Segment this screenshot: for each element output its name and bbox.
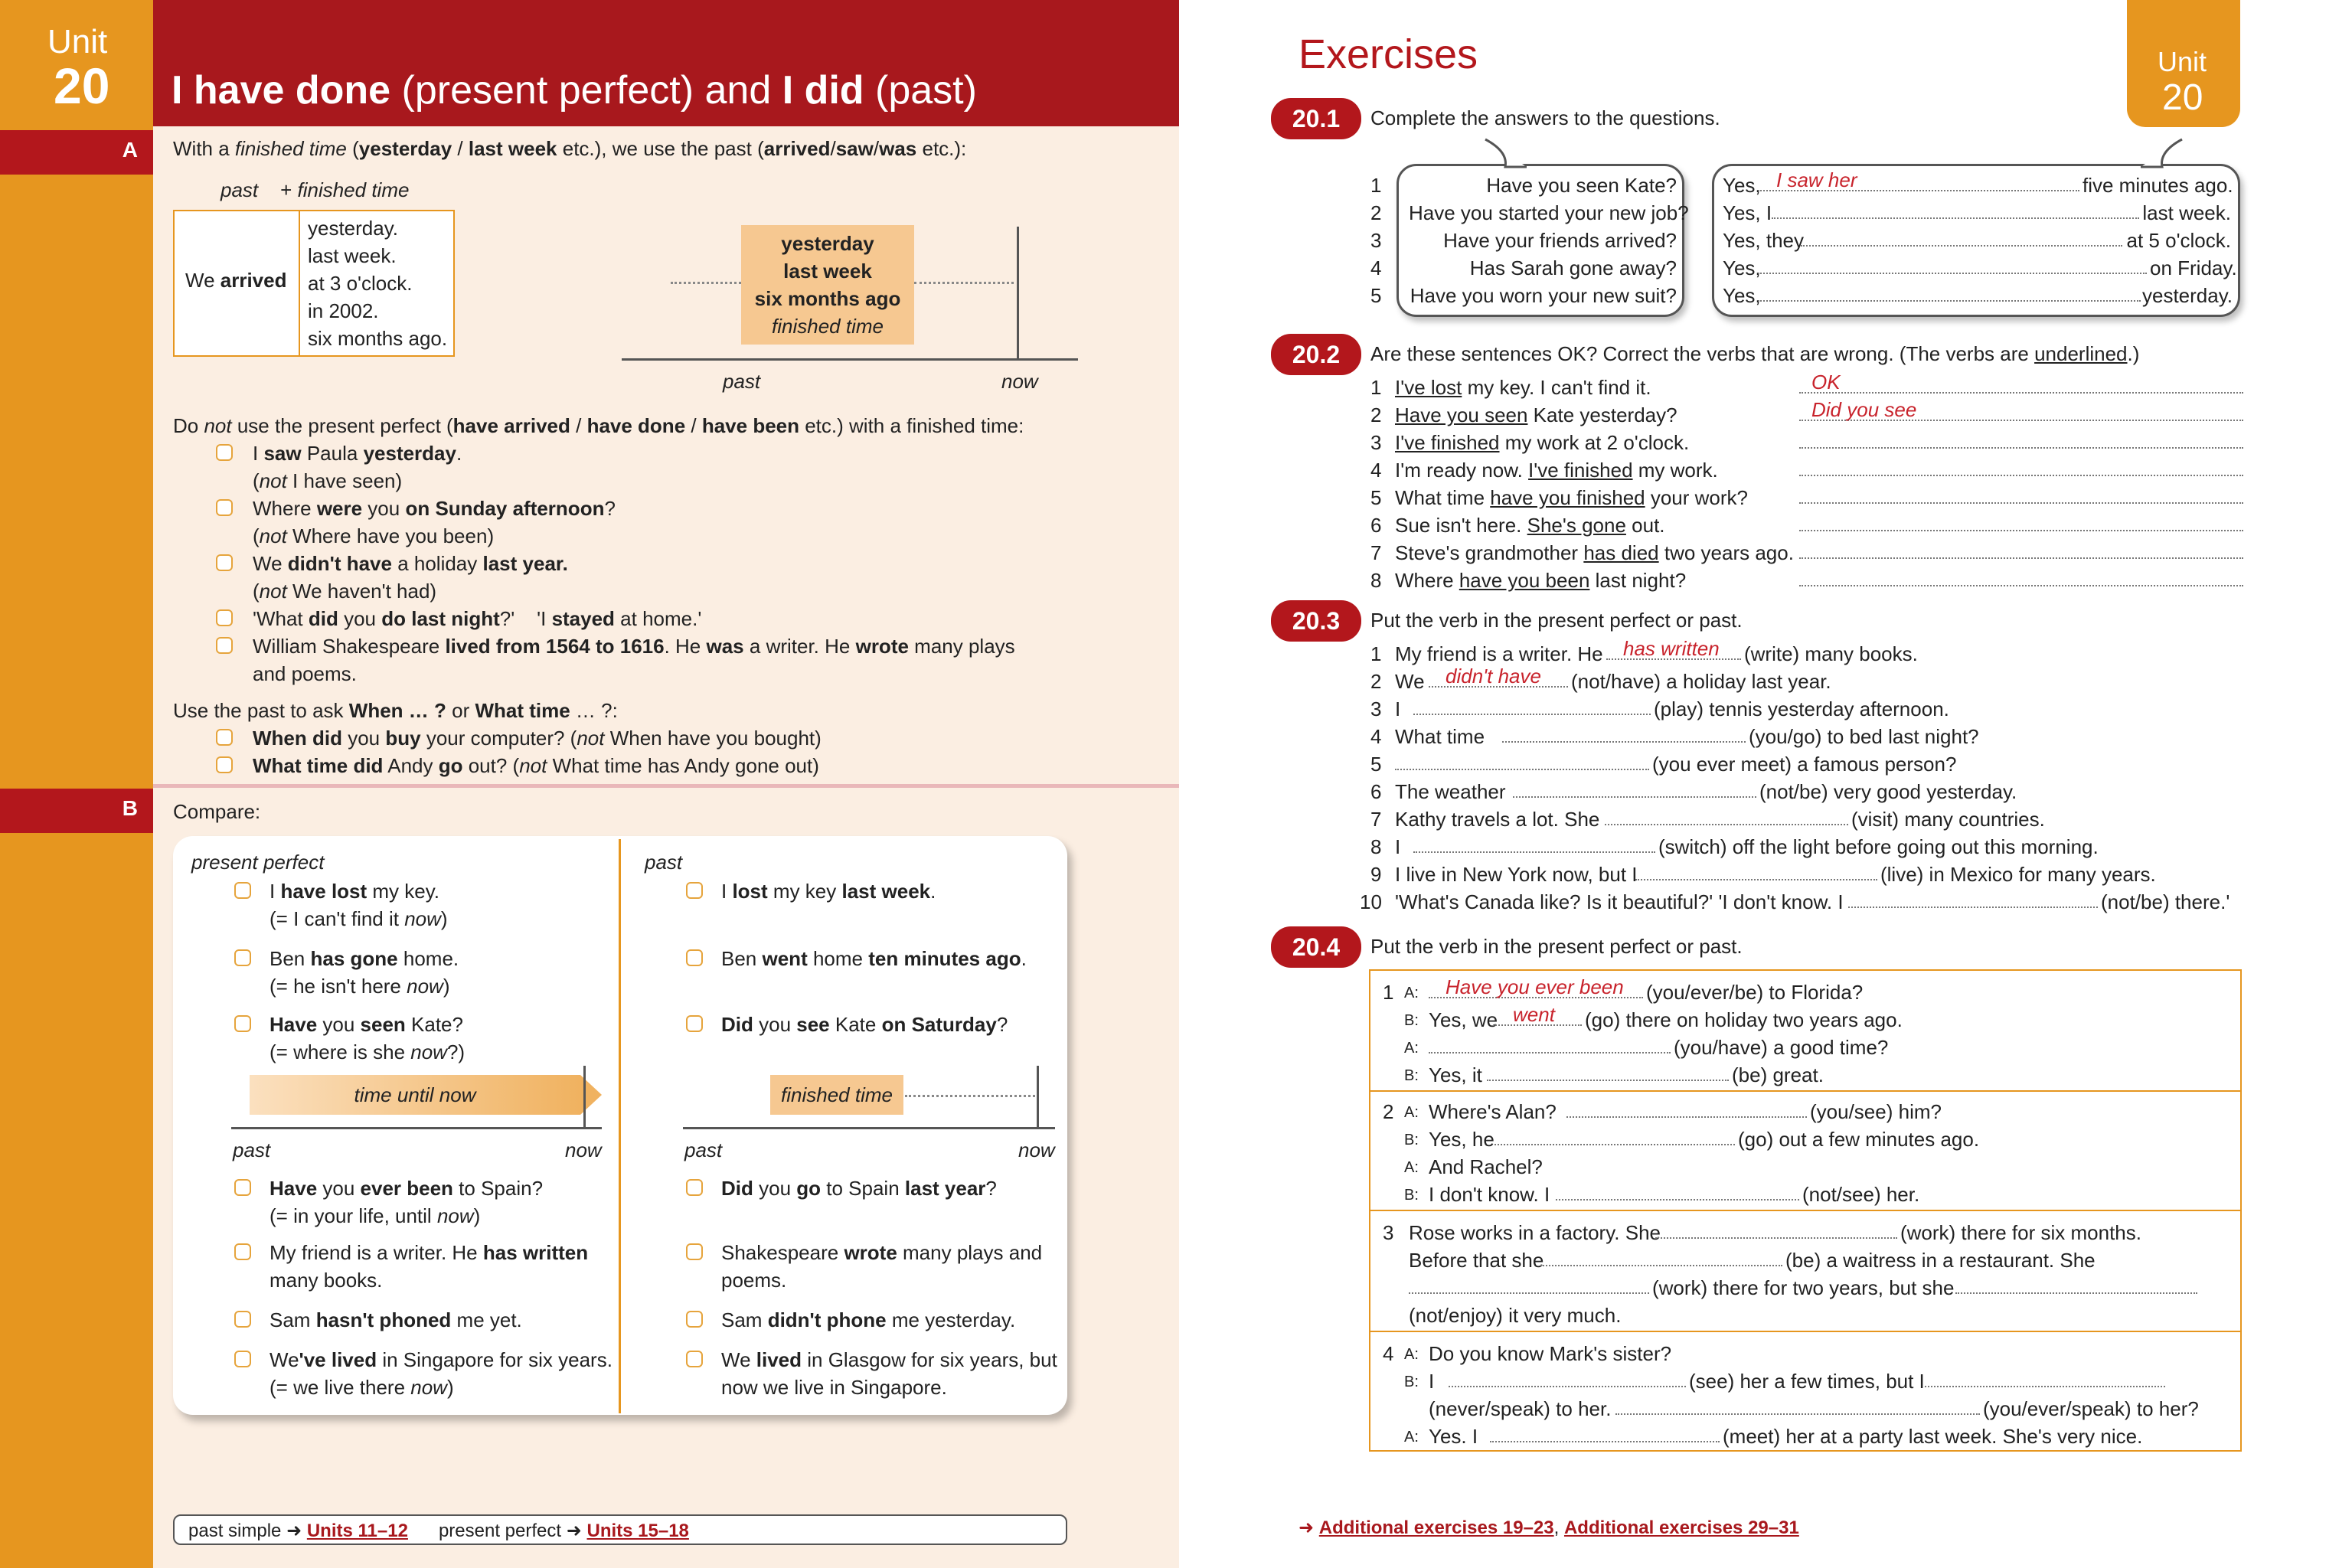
- d1-a1: (you/ever/be) to Florida?: [1646, 981, 1864, 1004]
- answer-start: Yes,: [1723, 284, 1761, 307]
- bullet: [234, 1243, 251, 1260]
- item-number: 5: [1370, 284, 1382, 307]
- row-divider: [1370, 1090, 2240, 1092]
- page-title: I have done (present perfect) and I did (past): [172, 68, 977, 113]
- example-6: When did you buy your computer? (not When have you bought): [253, 727, 822, 750]
- speaker-a: A:: [1404, 1346, 1419, 1363]
- pp-example-5-cont: many books.: [270, 1269, 383, 1292]
- pp-example-1-note: (= I can't find it now): [270, 907, 448, 930]
- time-4: in 2002.: [308, 299, 379, 322]
- timeline-past: past: [723, 370, 761, 393]
- item-number: 1: [1383, 981, 1394, 1004]
- item-number: 8: [1370, 569, 1382, 592]
- d4-a2-start: Yes. I: [1429, 1425, 1478, 1448]
- pp-example-4-note: (= in your life, until now): [270, 1204, 481, 1227]
- speaker-a: A:: [1404, 1040, 1419, 1057]
- answer-line[interactable]: [1449, 1386, 1686, 1387]
- row-divider: [1370, 1331, 2240, 1332]
- item-number: 3: [1370, 229, 1382, 252]
- answer-ok: OK: [1811, 371, 1841, 394]
- bullet: [234, 1179, 251, 1196]
- left-tl-now: now: [565, 1138, 602, 1161]
- example-4: 'What did you do last night?' 'I stayed at home.': [253, 607, 702, 630]
- d4-b2-start: (never/speak) to her.: [1429, 1397, 1612, 1420]
- e3-row6-end: (not/be) very good yesterday.: [1759, 780, 2017, 803]
- d4-a2-end: (meet) her at a party last week. She's very nice.: [1723, 1425, 2143, 1448]
- right-tl-now: now: [1018, 1138, 1055, 1161]
- present-perfect-head: present perfect: [191, 851, 325, 874]
- d1-b1-end: (go) there on holiday two years ago.: [1585, 1008, 1903, 1031]
- past-example-3: Did you see Kate on Saturday?: [721, 1013, 1008, 1036]
- d2-b1-end: (go) out a few minutes ago.: [1738, 1128, 1980, 1151]
- d1-b2-end: (be) great.: [1732, 1063, 1824, 1086]
- d3-l2-end: (be) a waitress in a restaurant. She: [1785, 1249, 2096, 1272]
- link-additional-29-31[interactable]: Additional exercises 29–31: [1563, 1517, 1799, 1538]
- example-5-cont: and poems.: [253, 662, 357, 685]
- answer-line[interactable]: [1615, 1413, 1980, 1415]
- example-7: What time did Andy go out? (not What time has Andy gone out): [253, 754, 819, 777]
- speaker-a: A:: [1404, 985, 1419, 1001]
- item-number: 5: [1370, 753, 1382, 776]
- d2-a2: And Rachel?: [1429, 1155, 1543, 1178]
- question: Have your friends arrived?: [1443, 229, 1677, 252]
- answer-line[interactable]: [1801, 245, 2122, 247]
- unit-sidebar: [0, 0, 153, 1568]
- item-number: 8: [1370, 835, 1382, 858]
- answer-line[interactable]: [1635, 879, 1877, 880]
- e3-row4-start: What time: [1395, 725, 1485, 748]
- bullet: [216, 554, 233, 571]
- bullet: [686, 1179, 703, 1196]
- pp-example-3: Have you seen Kate?: [270, 1013, 463, 1036]
- bullet: [234, 1015, 251, 1032]
- answer-line[interactable]: [1848, 906, 2098, 908]
- time-2: last week.: [308, 244, 397, 267]
- answer-end: at 5 o'clock.: [2126, 229, 2231, 252]
- exercise-20-3-instruction: Put the verb in the present perfect or past.: [1370, 609, 1743, 632]
- bubble-tail-left: [1478, 136, 1531, 168]
- answer-end: last week.: [2142, 201, 2231, 224]
- bullet: [234, 882, 251, 899]
- timeline-dots-right: [914, 282, 1014, 284]
- answer-start: Yes, I: [1723, 201, 1772, 224]
- section-divider: [153, 784, 1179, 788]
- answer-end: five minutes ago.: [2082, 174, 2233, 197]
- d4-a1: Do you know Mark's sister?: [1429, 1342, 1672, 1365]
- answer-line[interactable]: [1413, 714, 1651, 715]
- e3-row3-start: I: [1395, 697, 1401, 720]
- item-number: 9: [1370, 863, 1382, 886]
- answer-line[interactable]: [1799, 475, 2243, 476]
- answer-line[interactable]: [1799, 530, 2243, 531]
- bullet: [216, 444, 233, 461]
- past-example-7: We lived in Glasgow for six years, but: [721, 1348, 1057, 1371]
- section-a-tab: A: [0, 130, 153, 175]
- answer-line[interactable]: [1409, 1292, 1649, 1294]
- answer-line[interactable]: [1799, 585, 2243, 586]
- e2-sentence: I've finished my work at 2 o'clock.: [1395, 431, 1690, 454]
- bullet: [686, 1351, 703, 1367]
- answer-line[interactable]: [1655, 1237, 1897, 1239]
- speaker-b: B:: [1404, 1374, 1419, 1390]
- e3-row9-start: I live in New York now, but I: [1395, 863, 1638, 886]
- exercise-20-1-instruction: Complete the answers to the questions.: [1370, 106, 1720, 129]
- item-number: 6: [1370, 780, 1382, 803]
- d3-l1-end: (work) there for six months.: [1900, 1221, 2141, 1244]
- e3-row10-end: (not/be) there.': [2101, 890, 2230, 913]
- answer-start: Yes, they: [1723, 229, 1805, 252]
- pp-example-3-note: (= where is she now?): [270, 1040, 466, 1063]
- e2-sentence: Sue isn't here. She's gone out.: [1395, 514, 1665, 537]
- past-example-4: Did you go to Spain last year?: [721, 1177, 997, 1200]
- example-1-note: (not I have seen): [253, 469, 403, 492]
- speaker-a: A:: [1404, 1159, 1419, 1176]
- e3-row6-start: The weather: [1395, 780, 1506, 803]
- exercises-title: Exercises: [1298, 31, 1478, 77]
- answer-line[interactable]: [1758, 273, 2147, 274]
- speaker-a: A:: [1404, 1429, 1419, 1446]
- pp-example-7-note: (= we live there now): [270, 1376, 454, 1399]
- e3-row2-start: We: [1395, 670, 1425, 693]
- bubble-tail-right: [2136, 136, 2190, 168]
- timeline-now: now: [1001, 370, 1038, 393]
- answer-line[interactable]: [1799, 447, 2243, 449]
- answer-start: Yes,: [1723, 256, 1761, 279]
- e3-row3-end: (play) tennis yesterday afternoon.: [1654, 697, 1949, 720]
- item-number: 4: [1383, 1342, 1394, 1365]
- pp-example-7: We've lived in Singapore for six years.: [270, 1348, 612, 1371]
- exercise-20-2-number: 20.2: [1271, 334, 1361, 375]
- compare-label: Compare:: [173, 800, 261, 823]
- answer-line[interactable]: [1502, 741, 1746, 743]
- item-number: 2: [1370, 403, 1382, 426]
- d4-b1-start: I: [1429, 1370, 1435, 1393]
- d1-a2: (you/have) a good time?: [1674, 1036, 1889, 1059]
- table-head: past + finished time: [220, 178, 410, 201]
- timeline-dots-left: [671, 282, 741, 284]
- timeline: [622, 358, 1078, 361]
- e3-row8-start: I: [1395, 835, 1401, 858]
- answer-start: Yes,: [1723, 174, 1761, 197]
- answer-line[interactable]: [1772, 217, 2139, 219]
- e3-row7-end: (visit) many countries.: [1851, 808, 2045, 831]
- link-units-15-18[interactable]: Units 15–18: [586, 1521, 689, 1541]
- unit-number: 20: [54, 57, 110, 114]
- item-number: 1: [1370, 642, 1382, 665]
- d1-b2-start: Yes, it: [1429, 1063, 1482, 1086]
- past-example-7-cont: now we live in Singapore.: [721, 1376, 947, 1399]
- answer-line[interactable]: [1429, 1052, 1671, 1054]
- compare-divider: [619, 839, 621, 1413]
- answer-have-you-ever-been: Have you ever been: [1446, 975, 1624, 998]
- timeline-left: [231, 1127, 602, 1129]
- timeline-dots: [905, 1095, 1035, 1097]
- bullet: [216, 756, 233, 773]
- d3-l2-start: Before that she: [1409, 1249, 1544, 1272]
- answer-has-written: has written: [1623, 637, 1720, 660]
- exercise-20-4-number: 20.4: [1271, 926, 1361, 968]
- do-not-rule: Do not use the present perfect (have arrived / have done / have been etc.) with a finished time:: [173, 414, 1024, 437]
- row-divider: [1370, 1210, 2240, 1211]
- bullet: [234, 949, 251, 966]
- item-number: 7: [1370, 541, 1382, 564]
- time-1: yesterday.: [308, 217, 399, 240]
- answer-line[interactable]: [1395, 769, 1649, 770]
- example-2: Where were you on Sunday afternoon?: [253, 497, 616, 520]
- e3-row9-end: (live) in Mexico for many years.: [1880, 863, 2156, 886]
- exercise-20-3-number: 20.3: [1271, 600, 1361, 642]
- item-number: 3: [1370, 431, 1382, 454]
- past-example-5: Shakespeare wrote many plays and: [721, 1241, 1043, 1264]
- answer-did-you-see: Did you see: [1811, 398, 1917, 421]
- e2-sentence: Have you seen Kate yesterday?: [1395, 403, 1677, 426]
- e3-row1-end: (write) many books.: [1744, 642, 1918, 665]
- bullet: [216, 609, 233, 626]
- right-tl-past: past: [684, 1138, 723, 1161]
- d1-b1-start: Yes, we: [1429, 1008, 1498, 1031]
- item-number: 5: [1370, 486, 1382, 509]
- unit-badge: Unit 20: [2127, 0, 2240, 127]
- box-last-week: last week: [783, 260, 872, 283]
- bullet: [686, 882, 703, 899]
- past-head: past: [645, 851, 683, 874]
- bullet: [216, 729, 233, 746]
- item-number: 2: [1370, 670, 1382, 693]
- d4-b1-end: (see) her a few times, but I: [1689, 1370, 1925, 1393]
- time-3: at 3 o'clock.: [308, 272, 413, 295]
- item-number: 1: [1370, 376, 1382, 399]
- past-example-5-cont: poems.: [721, 1269, 787, 1292]
- item-number: 2: [1383, 1100, 1394, 1123]
- past-example-6: Sam didn't phone me yesterday.: [721, 1308, 1016, 1331]
- answer-line[interactable]: [1566, 1116, 1807, 1118]
- item-number: 3: [1383, 1221, 1394, 1244]
- link-units-11-12[interactable]: Units 11–12: [306, 1521, 408, 1541]
- now-marker: [1017, 227, 1019, 358]
- e3-row7-start: Kathy travels a lot. She: [1395, 808, 1600, 831]
- pp-example-2-note: (= he isn't here now): [270, 975, 450, 998]
- answer-line[interactable]: [1413, 851, 1655, 853]
- title-banner: [153, 0, 1179, 126]
- d2-b2-start: I don't know. I: [1429, 1183, 1550, 1206]
- exercise-20-4-instruction: Put the verb in the present perfect or past.: [1370, 935, 1743, 958]
- item-number: 10: [1360, 890, 1382, 913]
- answer-line[interactable]: [1799, 502, 2243, 504]
- now-marker: [583, 1066, 586, 1129]
- unit-label: [0, 0, 153, 124]
- left-tl-past: past: [233, 1138, 271, 1161]
- e3-row4-end: (you/go) to bed last night?: [1749, 725, 1979, 748]
- box-yesterday: yesterday: [781, 232, 874, 255]
- answer-line[interactable]: [1955, 1292, 2197, 1294]
- time-until-now-label: time until now: [354, 1083, 476, 1106]
- d4-b2-end: (you/ever/speak) to her?: [1983, 1397, 2199, 1420]
- pp-example-2: Ben has gone home.: [270, 947, 459, 970]
- answer-line[interactable]: [1605, 824, 1848, 825]
- question: Has Sarah gone away?: [1469, 256, 1677, 279]
- cross-reference: past simple ➜ Units 11–12 present perfect ➜ Units 15–18: [188, 1521, 689, 1541]
- use-past-rule: Use the past to ask When … ? or What time … ?:: [173, 699, 618, 722]
- bullet: [686, 1015, 703, 1032]
- section-b-tab: B: [0, 789, 153, 833]
- link-additional-19-23[interactable]: Additional exercises 19–23: [1318, 1517, 1554, 1538]
- speaker-b: B:: [1404, 1067, 1419, 1084]
- speaker-a: A:: [1404, 1104, 1419, 1121]
- answer-line[interactable]: [1487, 1080, 1729, 1081]
- e3-row5-end: (you ever meet) a famous person?: [1652, 753, 1957, 776]
- now-marker: [1037, 1066, 1039, 1129]
- answer-line[interactable]: [1540, 1265, 1782, 1266]
- bullet: [216, 637, 233, 654]
- bullet: [686, 1311, 703, 1328]
- e2-sentence: Steve's grandmother has died two years ago.: [1395, 541, 1794, 564]
- item-number: 2: [1370, 201, 1382, 224]
- answer-line[interactable]: [1513, 796, 1756, 798]
- item-number: 7: [1370, 808, 1382, 831]
- item-number: 3: [1370, 697, 1382, 720]
- answer-line[interactable]: [1494, 1144, 1735, 1145]
- pp-example-1: I have lost my key.: [270, 880, 440, 903]
- bullet: [686, 949, 703, 966]
- d2-a1: Where's Alan?: [1429, 1100, 1557, 1123]
- e2-sentence: Where have you been last night?: [1395, 569, 1687, 592]
- past-example-1: I lost my key last week.: [721, 880, 936, 903]
- exercise-20-1-number: 20.1: [1271, 98, 1361, 139]
- answer-line[interactable]: [1799, 392, 2243, 394]
- speaker-b: B:: [1404, 1132, 1419, 1148]
- time-5: six months ago.: [308, 327, 448, 350]
- e3-row8-end: (switch) off the light before going out this morning.: [1658, 835, 2099, 858]
- answer-line[interactable]: [1758, 300, 2141, 302]
- answer-line[interactable]: [1799, 557, 2243, 559]
- timeline-right: [683, 1127, 1055, 1129]
- unit-word: Unit: [47, 23, 108, 60]
- e3-row1-start: My friend is a writer. He: [1395, 642, 1603, 665]
- d3-l1-start: Rose works in a factory. She: [1409, 1221, 1661, 1244]
- answer-didnt-have: didn't have: [1446, 665, 1541, 688]
- question: Have you worn your new suit?: [1410, 284, 1677, 307]
- bullet: [216, 499, 233, 516]
- item-number: 1: [1370, 174, 1382, 197]
- pp-example-5: My friend is a writer. He has written: [270, 1241, 589, 1264]
- answer-line[interactable]: [1556, 1199, 1799, 1200]
- d2-a1-end: (you/see) him?: [1810, 1100, 1942, 1123]
- bullet: [234, 1351, 251, 1367]
- exercise-20-2-instruction: Are these sentences OK? Correct the verbs that are wrong. (The verbs are underlined.): [1370, 342, 2140, 365]
- d2-b1-start: Yes, he: [1429, 1128, 1494, 1151]
- e3-row10-start: 'What's Canada like? Is it beautiful?' 'I don't know. I: [1395, 890, 1844, 913]
- d2-b2-end: (not/see) her.: [1802, 1183, 1920, 1206]
- e2-sentence: What time have you finished your work?: [1395, 486, 1749, 509]
- answer-line[interactable]: [1925, 1386, 2165, 1387]
- pp-example-6: Sam hasn't phoned me yet.: [270, 1308, 522, 1331]
- we-arrived: We arrived: [185, 269, 287, 292]
- box-finished-time: finished time: [772, 315, 884, 338]
- answer-end: on Friday.: [2150, 256, 2237, 279]
- example-1: I saw Paula yesterday.: [253, 442, 462, 465]
- additional-exercises: ➜ Additional exercises 19–23, Additional exercises 29–31: [1298, 1517, 1799, 1538]
- example-3: We didn't have a holiday last year.: [253, 552, 568, 575]
- bullet: [234, 1311, 251, 1328]
- box-six-months: six months ago: [754, 287, 901, 310]
- finished-time-label: finished time: [781, 1083, 893, 1106]
- e2-sentence: I've lost my key. I can't find it.: [1395, 376, 1651, 399]
- speaker-b: B:: [1404, 1012, 1419, 1029]
- d3-l4: (not/enjoy) it very much.: [1409, 1304, 1622, 1327]
- question: Have you seen Kate?: [1486, 174, 1677, 197]
- pp-example-4: Have you ever been to Spain?: [270, 1177, 544, 1200]
- speaker-b: B:: [1404, 1187, 1419, 1204]
- d3-l3: (work) there for two years, but she: [1652, 1276, 1955, 1299]
- item-number: 4: [1370, 256, 1382, 279]
- section-a-intro: With a finished time (yesterday / last week etc.), we use the past (arrived/saw/was etc.):: [173, 137, 967, 160]
- e2-sentence: I'm ready now. I've finished my work.: [1395, 459, 1718, 482]
- answer-filled: I saw her: [1776, 168, 1857, 191]
- answer-went: went: [1513, 1003, 1555, 1026]
- example-2-note: (not Where have you been): [253, 524, 495, 547]
- e3-row2-end: (not/have) a holiday last year.: [1571, 670, 1831, 693]
- item-number: 4: [1370, 459, 1382, 482]
- question: Have you started your new job?: [1409, 201, 1689, 224]
- example-3-note: (not We haven't had): [253, 580, 437, 603]
- item-number: 6: [1370, 514, 1382, 537]
- bullet: [686, 1243, 703, 1260]
- item-number: 4: [1370, 725, 1382, 748]
- answer-end: yesterday.: [2142, 284, 2233, 307]
- example-5: William Shakespeare lived from 1564 to 1616. He was a writer. He wrote many plays: [253, 635, 1015, 658]
- answer-line[interactable]: [1490, 1441, 1720, 1442]
- past-example-2: Ben went home ten minutes ago.: [721, 947, 1027, 970]
